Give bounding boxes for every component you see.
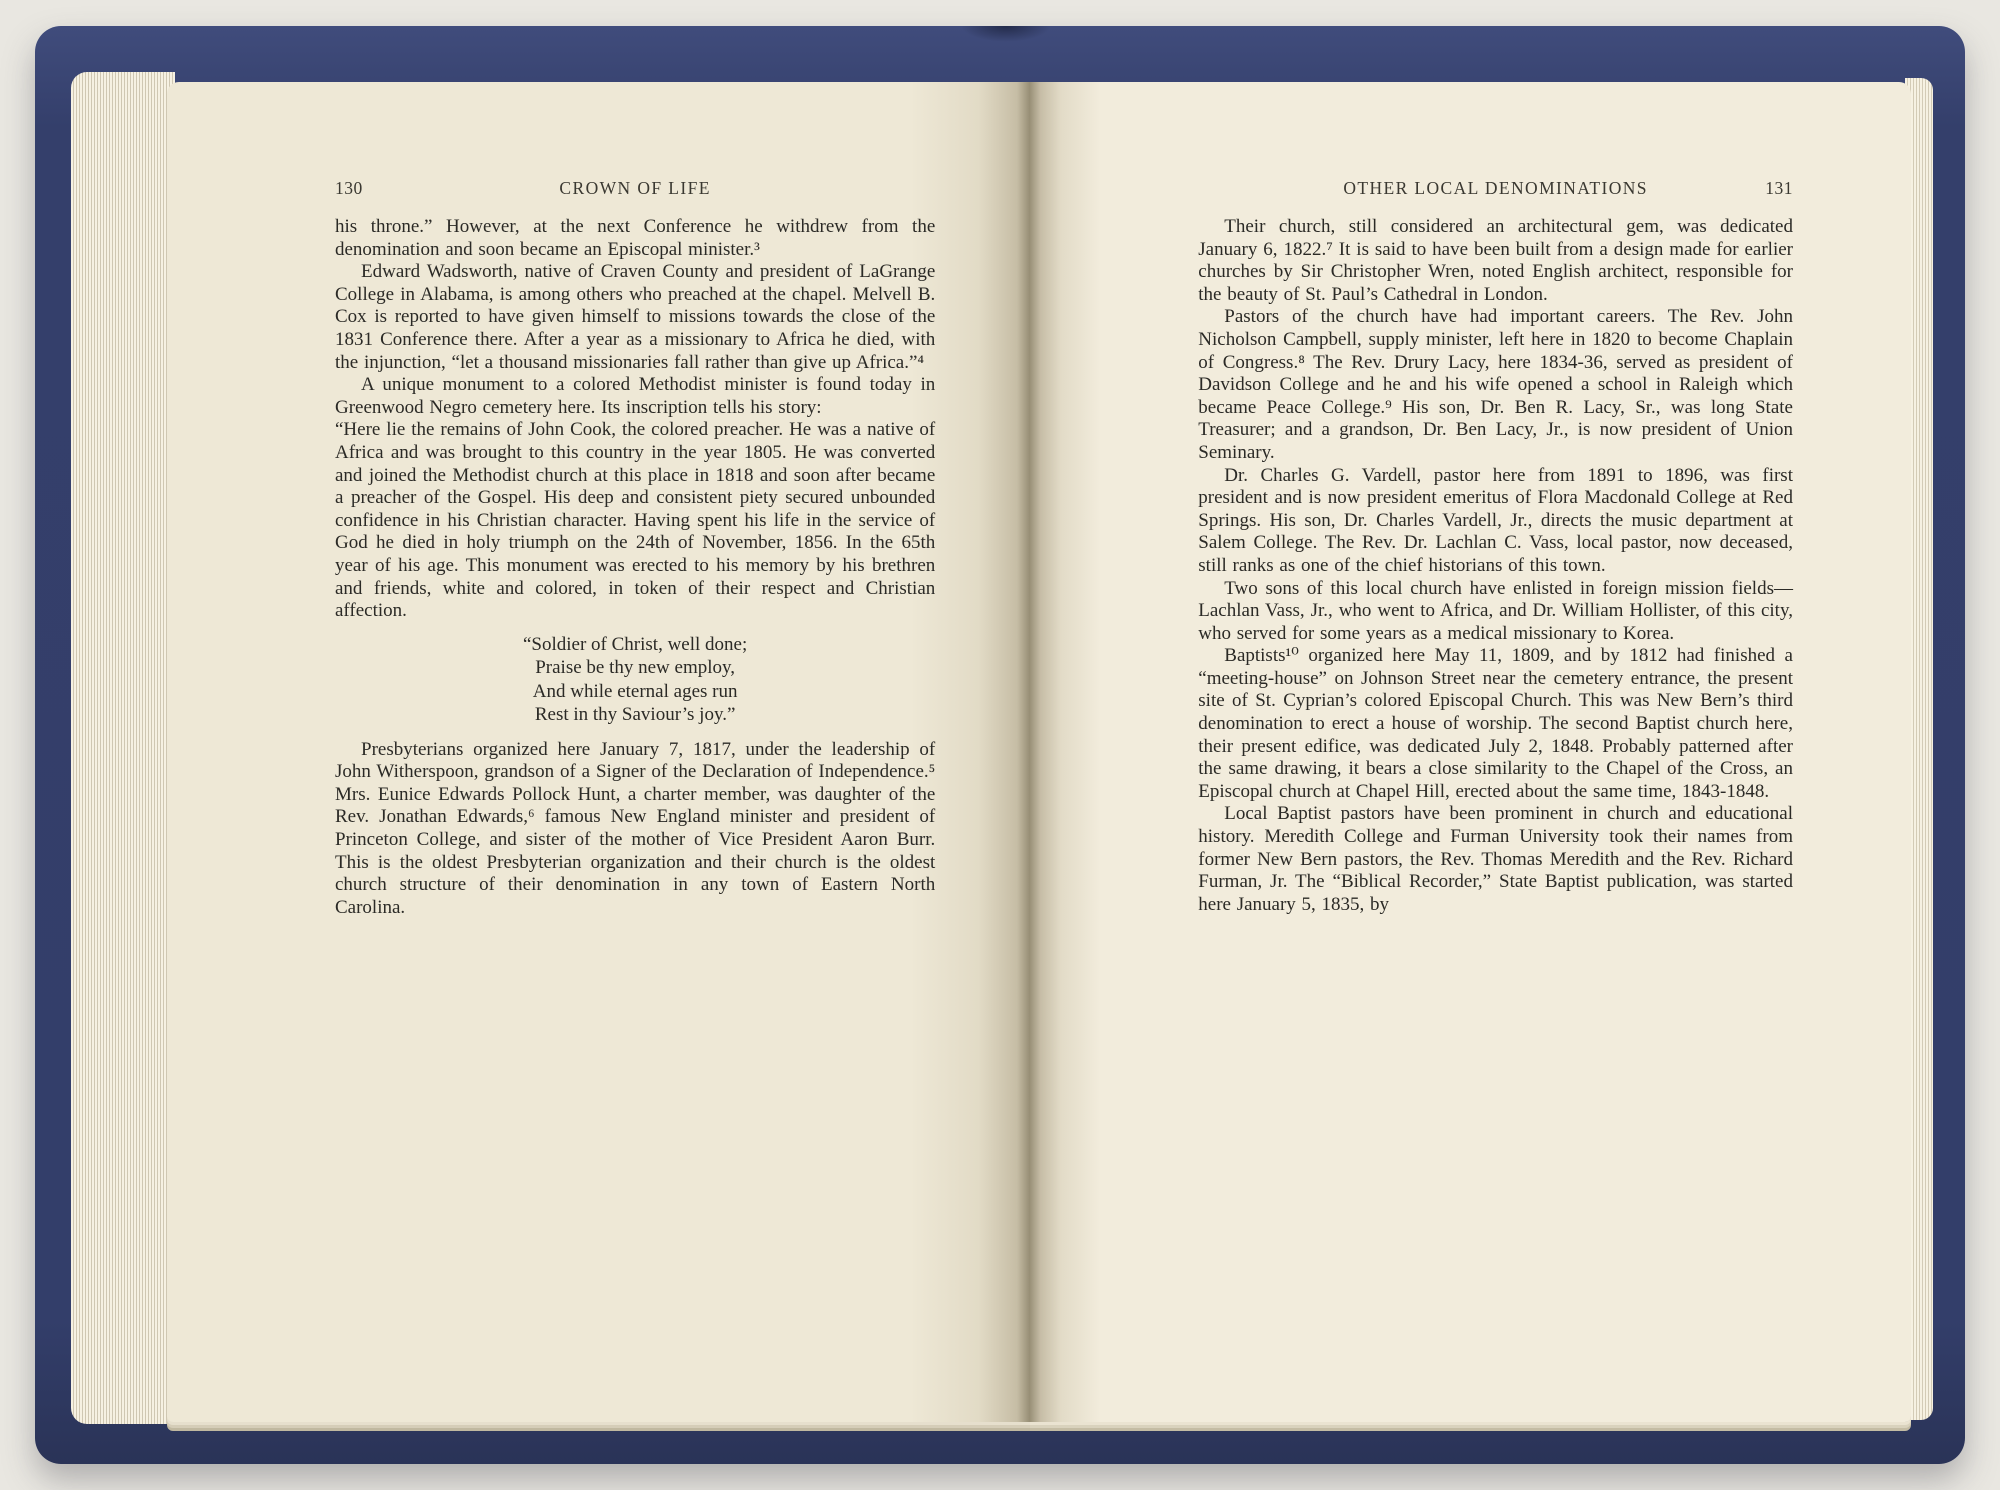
left-page-number: 130 [335,178,363,198]
paragraph: A unique monument to a colored Methodist minister is found today in Greenwood Negro cemetery here. Its inscription tells his story: [335,374,936,418]
page-spread [167,82,1911,1422]
right-running-title: OTHER LOCAL DENOMINATIONS [1343,178,1648,198]
left-page-body [335,216,935,919]
right-page-header [1198,178,1793,204]
paragraph: Presbyterians organized here January 7, 1817, under the leadership of John Witherspoon, grandson of a Signer of the Declaration of Independence.⁵ Mrs. Eunice Edwards Pollock Hunt, a charter member, was daughter of the Rev. Jonathan Edwards,⁶ famous New England minister and president of Princeton College, and sister of the mother of Vice President Aaron Burr. This is the oldest Presbyterian organization and their church is the oldest church structure of their denomination in any town of Eastern North Carolina. [335,738,936,918]
paragraph: Their church, still considered an architectural gem, was dedicated January 6, 1822.⁷ It is said to have been built from a design made for earlier churches by Sir Christopher Wren, noted English architect, responsible for the beauty of St. Paul’s Cathedral in London. [1198,216,1793,305]
paragraph: Two sons of this local church have enlisted in foreign mission fields—Lachlan Vass, Jr., who went to Africa, and Dr. William Hollister, of this city, who served for some years as a medical missionary to Korea. [1198,577,1793,644]
paragraph: Local Baptist pastors have been prominent in church and educational history. Meredith College and Furman University took their names from former New Bern pastors, the Rev. Thomas Meredith and the Rev. Richard Furman, Jr. The “Biblical Recorder,” State Baptist publication, was started here January 5, 1835, by [1198,803,1793,915]
paragraph: Dr. Charles G. Vardell, pastor here from 1891 to 1896, was first president and is now president emeritus of Flora Macdonald College at Red Springs. His son, Dr. Charles Vardell, Jr., directs the music department at Salem College. The Rev. Dr. Lachlan C. Vass, local pastor, now deceased, still ranks as one of the chief historians of this town. [1198,464,1793,576]
left-page-header [335,178,935,204]
epitaph-poem [335,633,935,727]
paragraph: Pastors of the church have had important careers. The Rev. John Nicholson Campbell, supply minister, left here in 1820 to become Chaplain of Congress.⁸ The Rev. Drury Lacy, here 1834-36, served as president of Davidson College and he and his wife opened a school in Raleigh which became Peace College.⁹ His son, Dr. Ben R. Lacy, Sr., was long State Treasurer; and a grandson, Dr. Ben Lacy, Jr., is now president of Union Seminary. [1198,306,1793,463]
poem-line: “Soldier of Christ, well done; [522,633,748,655]
right-page-number: 131 [1765,178,1793,198]
poem-line: And while eternal ages run [532,680,738,702]
paragraph: “Here lie the remains of John Cook, the colored preacher. He was a native of Africa and was brought to this country in the year 1805. He was converted and joined the Methodist church at this place in 1818 and soon after became a preacher of the Gospel. His deep and consistent piety secured unbounded confidence in his Christian character. Having spent his life in the service of God he died in holy triumph on the 24th of November, 1856. In the 65th year of his age. This monument was erected to his memory by his brethren and friends, white and colored, in token of their respect and Christian affection. [335,419,936,622]
left-page [167,82,1030,1422]
paragraph: his throne.” However, at the next Conference he withdrew from the denomination and soon became an Episcopal minister.³ [335,216,936,260]
right-page-body [1198,216,1793,916]
poem-line: Rest in thy Saviour’s joy.” [534,704,736,726]
poem-line: Praise be thy new employ, [535,657,736,679]
right-page [1030,82,1911,1422]
paragraph: Edward Wadsworth, native of Craven County and president of LaGrange College in Alabama, is among others who preached at the chapel. Melvell B. Cox is reported to have given himself to missions towards the close of the 1831 Conference there. After a year as a missionary to Africa he died, with the injunction, “let a thousand missionaries fall rather than give up Africa.”⁴ [335,261,936,373]
paragraph: Baptists¹⁰ organized here May 11, 1809, and by 1812 had finished a “meeting-house” on Johnson Street near the cemetery entrance, the present site of St. Cyprian’s colored Episcopal Church. This was New Bern’s third denomination to erect a house of worship. The second Baptist church here, their present edifice, was dedicated July 2, 1848. Probably patterned after the same drawing, it bears a close similarity to the Chapel of the Cross, an Episcopal church at Chapel Hill, erected about the same time, 1843-1848. [1198,645,1793,802]
open-book [35,26,1965,1464]
left-running-title: CROWN OF LIFE [559,178,711,198]
page-stack-left-edge [71,72,175,1424]
